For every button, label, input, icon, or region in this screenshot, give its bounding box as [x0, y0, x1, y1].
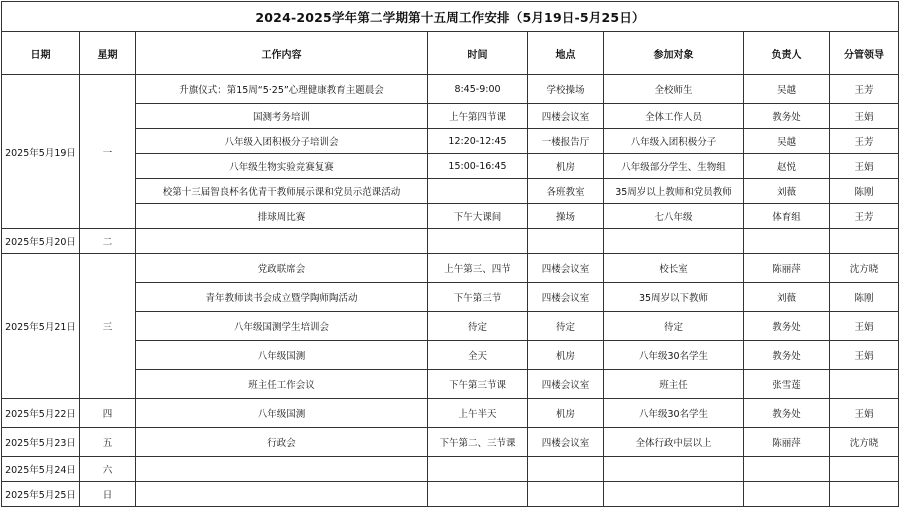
time-cell: 下午第二、三节课 — [428, 428, 528, 457]
owner-cell: 教务处 — [744, 312, 830, 341]
content-cell: 升旗仪式：第15周“5·25”心理健康教育主题晨会 — [136, 75, 428, 104]
table-row — [2, 428, 899, 457]
leader-cell — [830, 370, 899, 399]
content-cell: 八年级国测 — [136, 341, 428, 370]
content-cell: 八年级生物实验竞赛复赛 — [136, 154, 428, 179]
header-content: 工作内容 — [136, 32, 428, 75]
owner-cell: 刘薇 — [744, 179, 830, 204]
weekday-cell: 二 — [80, 229, 136, 254]
weekday-cell: 一 — [80, 75, 136, 229]
participants-cell: 八年级入团积极分子 — [604, 129, 744, 154]
weekday-cell: 三 — [80, 254, 136, 399]
time-cell: 下午大课间 — [428, 204, 528, 229]
table-row — [2, 283, 899, 312]
owner-cell: 赵悦 — [744, 154, 830, 179]
weekday-cell: 四 — [80, 399, 136, 428]
table-row — [2, 312, 899, 341]
owner-cell — [744, 229, 830, 254]
place-cell: 四楼会议室 — [528, 104, 604, 129]
time-cell: 上午第四节课 — [428, 104, 528, 129]
leader-cell: 沈方晓 — [830, 254, 899, 283]
participants-cell: 待定 — [604, 312, 744, 341]
content-cell: 青年教师读书会成立暨学陶师陶活动 — [136, 283, 428, 312]
leader-cell: 王娟 — [830, 341, 899, 370]
participants-cell — [604, 482, 744, 507]
table-row — [2, 370, 899, 399]
owner-cell — [744, 457, 830, 482]
participants-cell: 八年级30名学生 — [604, 341, 744, 370]
leader-cell: 王娟 — [830, 399, 899, 428]
place-cell: 一楼报告厅 — [528, 129, 604, 154]
participants-cell — [604, 457, 744, 482]
place-cell — [528, 457, 604, 482]
time-cell — [428, 229, 528, 254]
table-row — [2, 154, 899, 179]
leader-cell — [830, 482, 899, 507]
owner-cell: 陈丽萍 — [744, 254, 830, 283]
content-cell: 行政会 — [136, 428, 428, 457]
time-cell — [428, 457, 528, 482]
leader-cell: 沈方晓 — [830, 428, 899, 457]
participants-cell — [604, 229, 744, 254]
content-cell: 国测考务培训 — [136, 104, 428, 129]
leader-cell: 陈刚 — [830, 179, 899, 204]
table-row — [2, 204, 899, 229]
owner-cell: 吴越 — [744, 75, 830, 104]
weekday-cell: 日 — [80, 482, 136, 507]
time-cell — [428, 482, 528, 507]
owner-cell: 教务处 — [744, 399, 830, 428]
header-participants: 参加对象 — [604, 32, 744, 75]
participants-cell: 八年级部分学生、生物组 — [604, 154, 744, 179]
place-cell — [528, 482, 604, 507]
time-cell: 上午半天 — [428, 399, 528, 428]
place-cell: 四楼会议室 — [528, 283, 604, 312]
place-cell: 学校操场 — [528, 75, 604, 104]
place-cell: 四楼会议室 — [528, 370, 604, 399]
content-cell — [136, 457, 428, 482]
time-cell: 下午第三节课 — [428, 370, 528, 399]
owner-cell: 陈丽萍 — [744, 428, 830, 457]
owner-cell: 教务处 — [744, 341, 830, 370]
participants-cell: 班主任 — [604, 370, 744, 399]
time-cell: 15:00-16:45 — [428, 154, 528, 179]
date-cell: 2025年5月19日 — [2, 75, 80, 229]
participants-cell: 八年级30名学生 — [604, 399, 744, 428]
content-cell: 八年级入团积极分子培训会 — [136, 129, 428, 154]
table-row — [2, 179, 899, 204]
leader-cell: 王芳 — [830, 75, 899, 104]
participants-cell: 全体行政中层以上 — [604, 428, 744, 457]
weekday-cell: 五 — [80, 428, 136, 457]
date-cell: 2025年5月23日 — [2, 428, 80, 457]
table-row — [2, 457, 899, 482]
header-weekday: 星期 — [80, 32, 136, 75]
header-date: 日期 — [2, 32, 80, 75]
date-cell: 2025年5月22日 — [2, 399, 80, 428]
time-cell: 上午第三、四节 — [428, 254, 528, 283]
owner-cell: 吴越 — [744, 129, 830, 154]
leader-cell: 王娟 — [830, 154, 899, 179]
header-row — [2, 32, 899, 75]
content-cell: 班主任工作会议 — [136, 370, 428, 399]
time-cell: 待定 — [428, 312, 528, 341]
owner-cell — [744, 482, 830, 507]
participants-cell: 全校师生 — [604, 75, 744, 104]
header-owner: 负责人 — [744, 32, 830, 75]
place-cell: 机房 — [528, 341, 604, 370]
place-cell: 操场 — [528, 204, 604, 229]
leader-cell — [830, 229, 899, 254]
participants-cell: 35周岁以上教师和党员教师 — [604, 179, 744, 204]
place-cell: 待定 — [528, 312, 604, 341]
content-cell — [136, 482, 428, 507]
table-row — [2, 254, 899, 283]
content-cell: 八年级国测学生培训会 — [136, 312, 428, 341]
schedule-table — [1, 1, 899, 507]
place-cell: 各班教室 — [528, 179, 604, 204]
participants-cell: 七八年级 — [604, 204, 744, 229]
leader-cell: 陈刚 — [830, 283, 899, 312]
time-cell — [428, 179, 528, 204]
participants-cell: 全体工作人员 — [604, 104, 744, 129]
place-cell: 机房 — [528, 154, 604, 179]
table-row — [2, 341, 899, 370]
content-cell: 校第十三届智良杯名优青干教师展示课和党员示范课活动 — [136, 179, 428, 204]
table-row — [2, 229, 899, 254]
date-cell: 2025年5月20日 — [2, 229, 80, 254]
participants-cell: 校长室 — [604, 254, 744, 283]
leader-cell: 王娟 — [830, 312, 899, 341]
owner-cell: 教务处 — [744, 104, 830, 129]
leader-cell — [830, 457, 899, 482]
owner-cell: 刘薇 — [744, 283, 830, 312]
time-cell: 12:20-12:45 — [428, 129, 528, 154]
table-row — [2, 399, 899, 428]
header-leader: 分管领导 — [830, 32, 899, 75]
time-cell: 下午第三节 — [428, 283, 528, 312]
owner-cell: 张雪莲 — [744, 370, 830, 399]
leader-cell: 王娟 — [830, 104, 899, 129]
leader-cell: 王芳 — [830, 204, 899, 229]
content-cell — [136, 229, 428, 254]
weekday-cell: 六 — [80, 457, 136, 482]
date-cell: 2025年5月21日 — [2, 254, 80, 399]
table-row — [2, 75, 899, 104]
place-cell: 机房 — [528, 399, 604, 428]
place-cell: 四楼会议室 — [528, 254, 604, 283]
participants-cell: 35周岁以下教师 — [604, 283, 744, 312]
date-cell: 2025年5月24日 — [2, 457, 80, 482]
table-row — [2, 482, 899, 507]
header-time: 时间 — [428, 32, 528, 75]
owner-cell: 体育组 — [744, 204, 830, 229]
leader-cell: 王芳 — [830, 129, 899, 154]
page-title: 2024-2025学年第二学期第十五周工作安排（5月19日-5月25日） — [2, 2, 899, 32]
content-cell: 八年级国测 — [136, 399, 428, 428]
table-row — [2, 104, 899, 129]
time-cell: 全天 — [428, 341, 528, 370]
content-cell: 党政联席会 — [136, 254, 428, 283]
header-place: 地点 — [528, 32, 604, 75]
content-cell: 排球周比赛 — [136, 204, 428, 229]
date-cell: 2025年5月25日 — [2, 482, 80, 507]
place-cell — [528, 229, 604, 254]
table-row — [2, 129, 899, 154]
time-cell: 8:45-9:00 — [428, 75, 528, 104]
place-cell: 四楼会议室 — [528, 428, 604, 457]
